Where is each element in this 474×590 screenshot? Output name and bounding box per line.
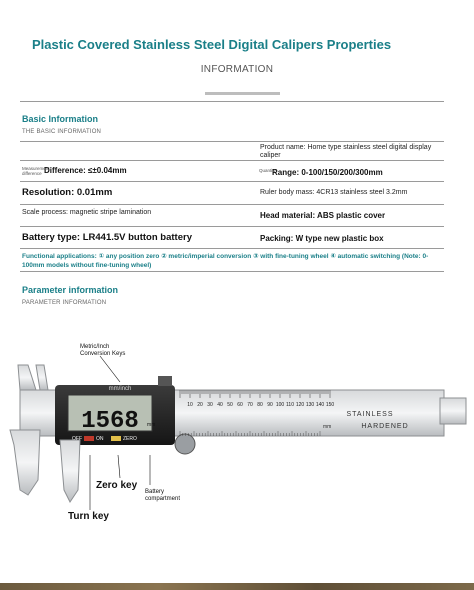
divider (20, 204, 444, 205)
battery-type-value: Battery type: LR441.5V button battery (22, 232, 192, 243)
battery-compartment-label: Battery compartment (145, 489, 181, 502)
display-unit-label: mm/inch (108, 386, 132, 392)
scale-number: 120 (295, 402, 305, 408)
scale-number: 70 (247, 402, 253, 408)
fixed-jaw (10, 430, 40, 495)
scale-number: 90 (267, 402, 273, 408)
onoff-button (84, 436, 94, 441)
divider (20, 141, 444, 142)
caliper-illustration (0, 330, 474, 530)
scale-number: 110 (286, 402, 294, 408)
zero-label: ZERO (123, 436, 137, 442)
scale-process-value: Scale process: magnetic stripe lamination (22, 209, 152, 216)
conversion-key (158, 376, 172, 386)
title-underline (205, 92, 280, 95)
scale-number: 30 (207, 402, 213, 408)
scale-number: 40 (217, 402, 223, 408)
beam-mm: mm (323, 424, 332, 430)
scale-number: 100 (275, 402, 285, 408)
range-value: Range: 0-100/150/200/300mm (272, 168, 383, 177)
turn-key-label: Turn key (68, 511, 109, 522)
param-info-subtitle: PARAMETER INFORMATION (22, 300, 107, 306)
callout-line-zero (118, 455, 120, 478)
divider (20, 160, 444, 161)
off-label: OFF (72, 436, 82, 442)
callout-line-metric (100, 356, 120, 382)
metric-inch-label: Metric/Inch Conversion Keys (80, 344, 126, 357)
scale-number: 20 (197, 402, 203, 408)
zero-button (111, 436, 121, 441)
ruler-body-value: Ruler body mass: 4CR13 stainless steel 3.2mm (260, 189, 408, 196)
page-title: Plastic Covered Stainless Steel Digital Calipers Properties (32, 37, 392, 52)
fine-tuning-wheel (175, 434, 195, 454)
display-value: 1568 (81, 408, 139, 435)
head-material-value: Head material: ABS plastic cover (260, 211, 386, 220)
difference-small-label: Measurement difference (22, 166, 50, 176)
divider (20, 226, 444, 227)
difference-value: Difference: ≤±0.04mm (44, 166, 127, 175)
zero-key-label: Zero key (96, 480, 138, 491)
on-label: ON (96, 436, 104, 442)
slide-upper-jaw (36, 365, 48, 390)
display-mm: mm (147, 422, 156, 428)
sliding-jaw (60, 440, 80, 502)
packing-value: Packing: W type new plastic box (260, 234, 384, 243)
scale-number: 50 (227, 402, 233, 408)
depth-rod-end (440, 398, 466, 424)
brand-top: STAINLESS (346, 411, 394, 418)
bottom-strip (0, 583, 474, 590)
range-small-label: Quantity (259, 168, 276, 173)
basic-info-title: Basic Information (22, 114, 99, 124)
divider (20, 271, 444, 272)
page-subtitle: INFORMATION (200, 64, 274, 75)
scale-number: 80 (257, 402, 263, 408)
basic-info-subtitle: THE BASIC INFORMATION (22, 129, 102, 135)
product-name: Product name: Home type stainless steel digital display caliper (260, 144, 432, 159)
scale-number: 150 (325, 402, 335, 408)
divider (20, 101, 444, 102)
scale-number: 130 (305, 402, 315, 408)
divider (20, 248, 444, 249)
scale-number: 60 (237, 402, 243, 408)
scale-number: 140 (315, 402, 325, 408)
brand-bottom: HARDENED (361, 423, 409, 430)
functional-applications: Functional applications: ① any position zero ② metric/imperial conversion ③ with fine-tuning wheel ④ automatic switching (Note: 0-100mm models without fine-tuning wheel) (22, 253, 429, 269)
scale-numbers (187, 402, 334, 408)
scale-number: 10 (187, 402, 193, 408)
param-info-title: Parameter information (22, 285, 119, 295)
resolution-value: Resolution: 0.01mm (22, 187, 113, 198)
fixed-upper-jaw (18, 365, 36, 390)
divider (20, 181, 444, 182)
